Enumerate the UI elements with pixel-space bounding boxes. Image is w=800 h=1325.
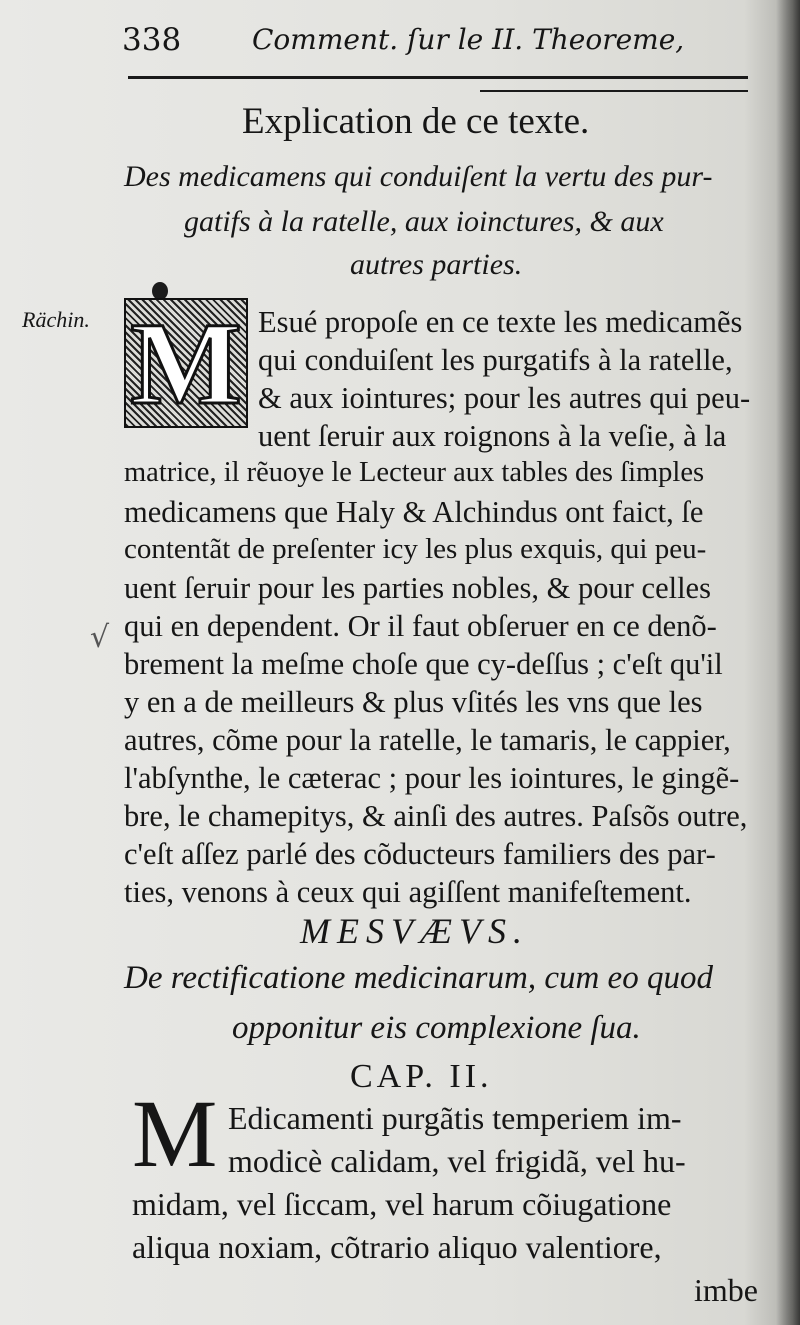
body-line: Esué propoſe en ce texte les medicamẽs bbox=[258, 305, 743, 339]
latin-body-line: aliqua noxiam, cõtrario aliquo valentiore, bbox=[132, 1229, 662, 1265]
body-line: matrice, il rẽuoye le Lecteur aux tables des ſimples bbox=[124, 457, 705, 488]
body-line: y en a de meilleurs & plus vſités les vns que les bbox=[124, 685, 703, 719]
body-line: contentãt de preſenter icy les plus exquis, qui peu- bbox=[124, 533, 707, 565]
running-header bbox=[122, 18, 722, 62]
page-number: 338 bbox=[122, 22, 182, 58]
body-line: l'abſynthe, le cæterac ; pour les iointures, le gingẽ- bbox=[124, 761, 740, 795]
latin-body-line: Edicamenti purgãtis temperiem im- bbox=[228, 1100, 682, 1136]
latin-body-line: midam, vel ſiccam, vel harum cõiugatione bbox=[132, 1186, 672, 1222]
body-line: brement la meſme choſe que cy-deſſus ; c'eſt qu'il bbox=[124, 647, 723, 681]
body-line: uent ſeruir pour les parties nobles, & pour celles bbox=[124, 571, 711, 605]
latin-subtitle-line: De rectificatione medicinarum, cum eo quod bbox=[124, 960, 713, 996]
header-rule-secondary bbox=[480, 90, 748, 92]
ornamental-initial bbox=[124, 298, 248, 428]
body-line: autres, cõme pour la ratelle, le tamaris, le cappier, bbox=[124, 723, 731, 757]
initial-letter: M bbox=[130, 298, 242, 429]
header-rule bbox=[128, 76, 748, 79]
body-line: c'eſt aſſez parlé des cõducteurs familiers des par- bbox=[124, 837, 716, 871]
body-line: qui en dependent. Or il faut obſeruer en ce denõ- bbox=[124, 609, 717, 643]
body-line: & aux iointures; pour les autres qui peu- bbox=[258, 381, 751, 415]
spine-shadow bbox=[776, 0, 800, 1325]
running-title: Comment. ſur le II. Theoreme, bbox=[252, 23, 685, 56]
latin-heading: MESVÆVS. bbox=[300, 911, 529, 951]
section-heading: Explication de ce texte. bbox=[242, 101, 590, 142]
body-line: medicamens que Haly & Alchindus ont faict, ſe bbox=[124, 495, 704, 529]
body-line: ties, venons à ceux qui agiſſent manifeſtement. bbox=[124, 875, 692, 909]
margin-note: Rächin. bbox=[22, 307, 90, 332]
subtitle-line: gatifs à la ratelle, aux ioinctures, & aux bbox=[184, 205, 664, 238]
subtitle-line: autres parties. bbox=[350, 248, 523, 281]
body-line: uent ſeruir aux roignons à la veſie, à la bbox=[258, 419, 727, 453]
body-line: qui conduiſent les purgatifs à la ratelle, bbox=[258, 343, 733, 377]
catchword: imbe bbox=[694, 1272, 758, 1308]
body-line: bre, le chamepitys, & ainſi des autres. Paſsõs outre, bbox=[124, 799, 748, 833]
margin-tick-icon: √ bbox=[90, 620, 110, 655]
latin-subtitle-line: opponitur eis complexione ſua. bbox=[232, 1010, 641, 1046]
latin-body-line: modicè calidam, vel frigidã, vel hu- bbox=[228, 1143, 686, 1179]
chapter-label: CAP. II. bbox=[350, 1058, 493, 1095]
latin-initial-letter: M bbox=[132, 1080, 218, 1187]
subtitle-line: Des medicamens qui conduiſent la vertu des pur- bbox=[124, 160, 713, 193]
